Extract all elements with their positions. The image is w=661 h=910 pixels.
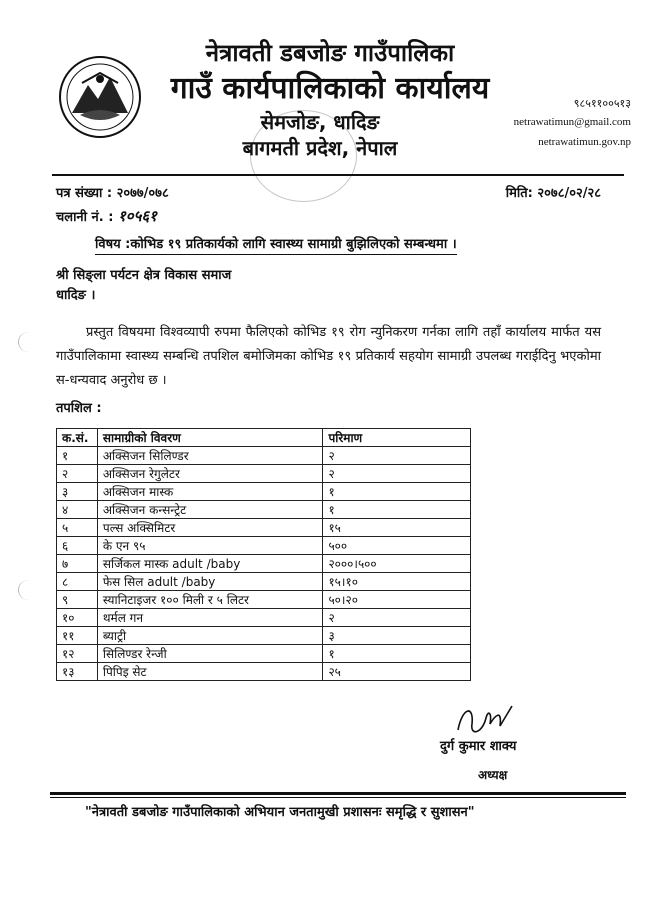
office-name: गाउँ कार्यपालिकाको कार्यालय: [170, 71, 490, 106]
row-quantity: ५००: [323, 537, 471, 555]
recipient-name: श्री सिङ्ला पर्यटन क्षेत्र विकास समाज: [56, 268, 232, 283]
table-row: [57, 573, 471, 591]
row-description: ब्याट्री: [97, 627, 323, 645]
table-row: [57, 663, 471, 681]
row-serial: ५: [57, 519, 98, 537]
row-description: फेस सिल adult /baby: [97, 573, 323, 591]
row-serial: १३: [57, 663, 98, 681]
footer-slogan: "नेत्रावती डबजोङ गाउँपालिकाको अभियान जनतामुखी प्रशासनः समृद्धि र सुशासन": [85, 805, 475, 820]
province-name: बागमती प्रदेश, नेपाल: [242, 136, 398, 160]
table-row: [57, 537, 471, 555]
table-row: [57, 465, 471, 483]
row-quantity: १: [323, 501, 471, 519]
row-description: स्यानिटाइजर १०० मिली र ५ लिटर: [97, 591, 323, 609]
row-description: अक्सिजन सिलिण्डर: [97, 447, 323, 465]
signatory-name: दुर्ग कुमार शाक्य: [440, 739, 517, 754]
row-quantity: २५: [323, 663, 471, 681]
table-row: [57, 483, 471, 501]
row-serial: ६: [57, 537, 98, 555]
table-row: [57, 645, 471, 663]
row-description: पल्स अक्सिमिटर: [97, 519, 323, 537]
table-row: [57, 555, 471, 573]
details-label: तपशिल :: [56, 401, 102, 416]
table-row: [57, 591, 471, 609]
row-serial: १०: [57, 609, 98, 627]
row-serial: ११: [57, 627, 98, 645]
row-quantity: १५।१०: [323, 573, 471, 591]
nepal-emblem-icon: [58, 55, 142, 139]
row-description: अक्सिजन कन्सन्ट्रेट: [97, 501, 323, 519]
footer-divider-thick: [50, 792, 626, 795]
table-row: [57, 609, 471, 627]
dispatch-number: [56, 206, 157, 226]
row-description: थर्मल गन: [97, 609, 323, 627]
reference-number: पत्र संख्या : २०७७/०७८: [56, 186, 169, 201]
row-quantity: २०००।५००: [323, 555, 471, 573]
row-quantity: १: [323, 645, 471, 663]
table-row: [57, 519, 471, 537]
letter-date: मिति: २०७८/०२/२८: [505, 186, 601, 201]
header-description: सामाग्रीको विवरण: [97, 429, 323, 447]
municipality-name: नेत्रावती डबजोङ गाउँपालिका: [205, 39, 455, 67]
dispatch-label: चलानी नं. :: [56, 210, 114, 225]
row-description: पिपिइ सेट: [97, 663, 323, 681]
row-serial: ७: [57, 555, 98, 573]
contact-email: netrawatimun@gmail.com: [513, 116, 631, 128]
office-location: सेमजोङ, धादिङ: [260, 110, 380, 134]
signatory-title: अध्यक्ष: [478, 768, 508, 782]
footer-divider-thin: [50, 797, 626, 798]
row-serial: ९: [57, 591, 98, 609]
row-quantity: १: [323, 483, 471, 501]
row-serial: ८: [57, 573, 98, 591]
row-description: सर्जिकल मास्क adult /baby: [97, 555, 323, 573]
header-quantity: परिमाण: [323, 429, 471, 447]
header-serial: क.सं.: [57, 429, 98, 447]
row-serial: १२: [57, 645, 98, 663]
row-description: के एन ९५: [97, 537, 323, 555]
row-serial: २: [57, 465, 98, 483]
row-serial: ३: [57, 483, 98, 501]
body-paragraph: प्रस्तुत विषयमा विश्वव्यापी रुपमा फैलिएको कोभिड १९ रोग न्युनिकरण गर्नका लागि तहाँ कार्यालय मार्फत यस गाउँपालिकामा स्वास्थ्य सम्बन्धि तपशिल बमोजिमका कोभिड १९ प्रतिकार्य सहयोग सामाग्री उपलब्ध गराईदिनु भएकोमा स-धन्यवाद अनुरोध छ ।: [56, 325, 601, 388]
row-serial: ४: [57, 501, 98, 519]
subject-line: विषय :कोभिड १९ प्रतिकार्यको लागि स्वास्थ्य सामाग्री बुझिलिएको सम्बन्धमा ।: [95, 234, 457, 255]
row-description: सिलिण्डर रेन्जी: [97, 645, 323, 663]
items-table: [56, 428, 471, 681]
contact-website: netrawatimun.gov.np: [538, 136, 631, 148]
table-row: [57, 627, 471, 645]
row-description: अक्सिजन मास्क: [97, 483, 323, 501]
row-quantity: २: [323, 447, 471, 465]
row-quantity: ५०।२०: [323, 591, 471, 609]
row-serial: १: [57, 447, 98, 465]
table-header-row: [57, 429, 471, 447]
row-quantity: २: [323, 609, 471, 627]
row-description: अक्सिजन रेगुलेटर: [97, 465, 323, 483]
row-quantity: २: [323, 465, 471, 483]
table-row: [57, 447, 471, 465]
punch-hole-mark: [18, 332, 39, 352]
table-row: [57, 501, 471, 519]
row-quantity: ३: [323, 627, 471, 645]
dispatch-value: १०५६१: [117, 207, 157, 225]
recipient-place: धादिङ ।: [56, 288, 96, 303]
punch-hole-mark: [18, 580, 39, 600]
recipient-block: [56, 266, 231, 306]
header-divider: [52, 174, 624, 176]
row-quantity: १५: [323, 519, 471, 537]
contact-phone: ९८५११००५१३: [573, 98, 631, 110]
